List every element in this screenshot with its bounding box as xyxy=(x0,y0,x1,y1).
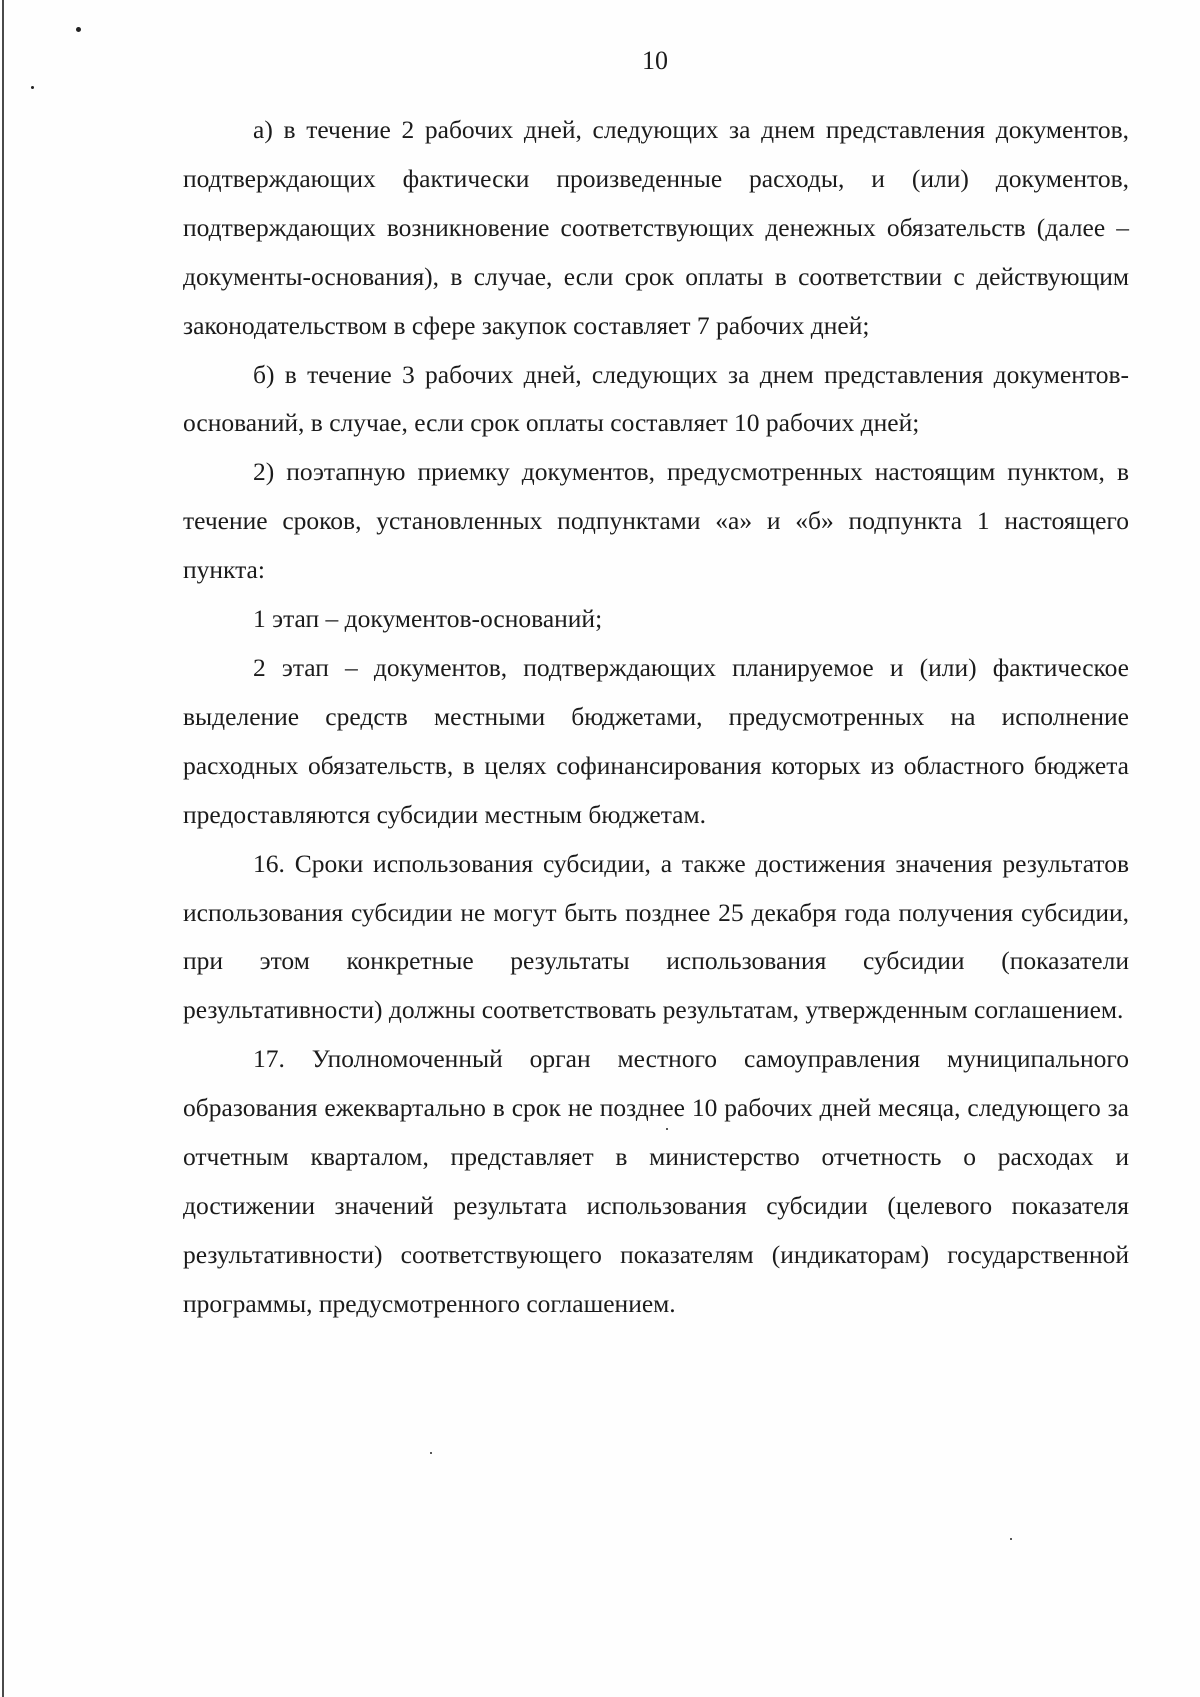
scan-speck xyxy=(1010,1538,1012,1540)
paragraph-clause-17: 17. Уполномоченный орган местного самоуправления муниципального образования ежеквартально в срок не позднее 10 рабочих дней месяца, следующего за отчетным кварталом, представляет в министерство отчетность о расходах и достижении значений результата использования субсидии (целевого показателя результативности) соответствующего показателям (индикаторам) государственной программы, предусмотренного соглашением. xyxy=(183,1044,1129,1318)
page-number: 10 xyxy=(642,46,668,75)
paragraph-subitem-b: б) в течение 3 рабочих дней, следующих за днем представления документов-оснований, в случае, если срок оплаты составляет 10 рабочих дней; xyxy=(183,359,1129,438)
scan-speck xyxy=(76,27,81,32)
scan-speck xyxy=(31,86,34,89)
paragraph-clause-16: 16. Сроки использования субсидии, а также достижения значения результатов использования субсидии не могут быть позднее 25 декабря года получения субсидии, при этом конкретные результаты использования субсидии (показатели результативности) должны соответствовать результатам, утвержденным соглашением. xyxy=(183,848,1129,1025)
paragraph-stage-2: 2 этап – документов, подтверждающих планируемое и (или) фактическое выделение средств местными бюджетами, предусмотренных на исполнение расходных обязательств, в целях софинансирования которых из областного бюджета предоставляются субсидии местным бюджетам. xyxy=(183,652,1129,829)
scan-speck xyxy=(430,1452,432,1454)
scan-edge-line xyxy=(2,0,4,1697)
paragraph-stage-1: 1 этап – документов-оснований; xyxy=(253,604,603,634)
body-text xyxy=(183,106,1129,1329)
paragraph-subitem-a: а) в течение 2 рабочих дней, следующих за днем представления документов, подтверждающих фактически произведенные расходы, и (или) документов, подтверждающих возникновение соответствующих денежных обязательств (далее – документы-основания), в случае, если срок оплаты в соответствии с действующим законодательством в сфере закупок составляет 7 рабочих дней; xyxy=(183,115,1129,340)
paragraph-item-2: 2) поэтапную приемку документов, предусмотренных настоящим пунктом, в течение сроков, установленных подпунктами «а» и «б» подпункта 1 настоящего пункта: xyxy=(183,457,1129,585)
